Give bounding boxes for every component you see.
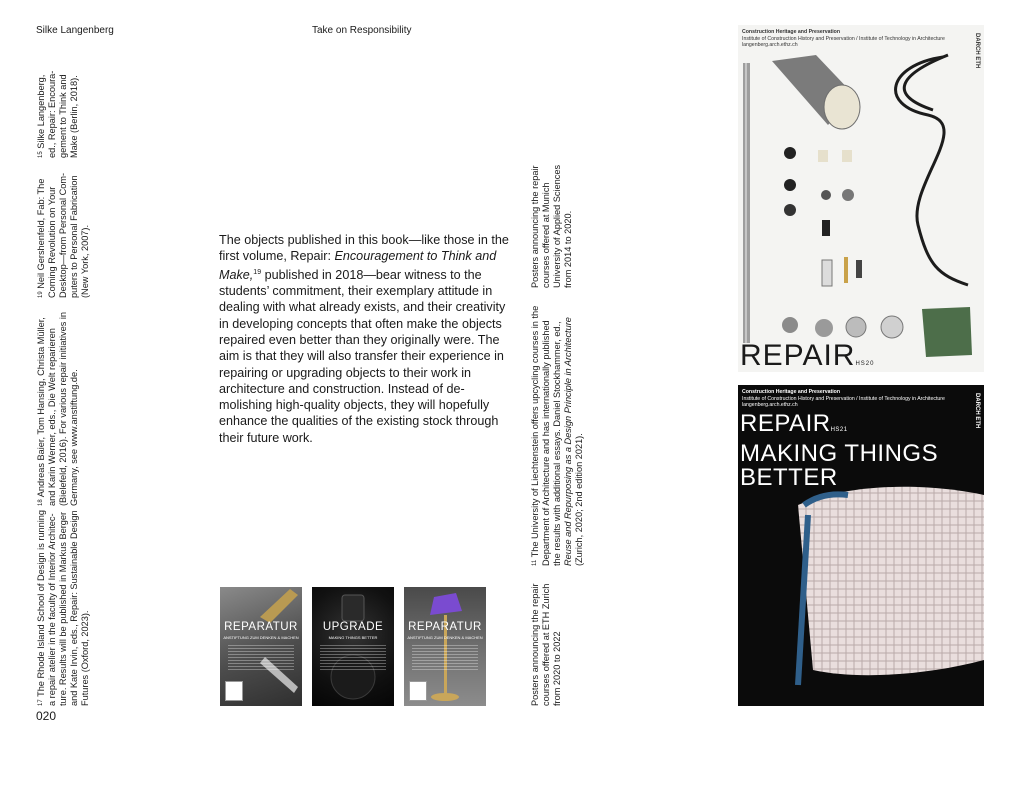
- caption-munich: [530, 165, 574, 288]
- footnote-line: (Zurich, 2020; 2nd edition 2021).: [574, 433, 584, 566]
- footnote-line: ture. Results will be published in Markus Berger: [58, 511, 68, 706]
- poster-logo: DARCH ETH: [974, 33, 980, 69]
- footnote-number: 18: [38, 499, 44, 506]
- footnote-line: Silke Langenberg,: [36, 74, 46, 149]
- footnote-line: puters to Personal Fabrication: [69, 175, 79, 298]
- small-poster-title: REPARATUR: [408, 621, 482, 633]
- small-poster-reparatur-2: [404, 587, 486, 706]
- small-poster-title: REPARATUR: [224, 621, 298, 633]
- poster-repair-hs21: [738, 385, 984, 706]
- footnote-11: [530, 306, 585, 566]
- poster-title: [740, 341, 874, 379]
- poster-semester: HS21: [830, 427, 848, 433]
- footnote-number: 11: [532, 559, 538, 566]
- caption-line: courses offered at ETH Zurich: [541, 583, 551, 706]
- woven-chair-photo: [738, 385, 984, 706]
- footnote-line: Andreas Baier, Tom Hansing, Christa Müller,: [36, 317, 46, 498]
- poster-email: langenberg.arch.ethz.ch: [742, 402, 798, 408]
- caption-line: Posters announcing the repair: [530, 583, 540, 706]
- footnote-line: Department of Architecture and has internationally published: [541, 320, 551, 566]
- caption-line: Posters announcing the repair: [530, 165, 540, 288]
- footnote-number: 17: [38, 699, 44, 706]
- caption-line: University of Applied Sciences: [552, 164, 562, 288]
- disassembled-lamp-parts: [738, 25, 984, 372]
- page-number: 020: [36, 709, 57, 723]
- poster-title-line2: MAKING THINGS: [740, 440, 939, 467]
- caption-line: from 2014 to 2020.: [563, 210, 573, 288]
- footnote-line: and Karin Werner, eds., Die Welt reparieren: [47, 328, 57, 506]
- footnote-ref: 19: [253, 268, 262, 276]
- body-paragraph: [219, 232, 509, 446]
- poster-repair-hs20: [738, 25, 984, 372]
- footnote-line: Neil Gershenfeld, Fab: The: [36, 178, 46, 289]
- caption-line: courses offered at Munich: [541, 182, 551, 288]
- footnote-19: [36, 173, 91, 298]
- small-poster-text-block: [412, 645, 478, 671]
- footnote-line: The Rhode Island School of Design is running: [36, 509, 46, 697]
- footnote-number: 19: [38, 291, 44, 298]
- small-poster-card: [225, 681, 243, 701]
- small-poster-subtitle: ANSTIFTUNG ZUM DENKEN & MACHEN: [223, 635, 299, 640]
- small-poster-reparatur-1: [220, 587, 302, 706]
- footnote-line: gement to Think and: [58, 74, 68, 158]
- footnote-line: ed., Repair: Encoura-: [47, 70, 57, 158]
- small-poster-upgrade: [312, 587, 394, 706]
- poster-semester: HS20: [855, 361, 875, 367]
- caption-line: from 2020 to 2022: [552, 631, 562, 706]
- small-poster-title: UPGRADE: [322, 621, 384, 633]
- footnote-line: Reuse and Repurposing as a Design Principle in Architecture: [563, 317, 573, 566]
- footnote-line: (Bielefeld, 2016). For various repair initiatives in: [58, 311, 68, 506]
- footnote-line: Futures (Oxford, 2023).: [80, 610, 90, 706]
- poster-title-line3: BETTER: [740, 464, 838, 491]
- running-header-author: Silke Langenberg: [36, 25, 114, 36]
- footnote-line: and Kate Irvin, eds., Repair: Sustainable Design: [69, 510, 79, 706]
- body-text-part1: The objects published in this book—like those in the first volume, Repair:: [219, 233, 509, 264]
- footnote-line: Germany, see www.anstiftung.de.: [69, 369, 79, 506]
- poster-logo: DARCH ETH: [974, 393, 980, 429]
- poster-institution: Construction Heritage and Preservation: [742, 389, 841, 395]
- footnote-number: 15: [38, 151, 44, 158]
- footnote-15: [36, 71, 80, 158]
- footnote-line: Make (Berlin, 2018).: [69, 75, 79, 158]
- poster-email: langenberg.arch.ethz.ch: [742, 42, 798, 48]
- small-poster-subtitle: ANSTIFTUNG ZUM DENKEN & MACHEN: [407, 635, 483, 640]
- small-poster-subtitle: MAKING THINGS BETTER: [328, 635, 378, 640]
- caption-zurich: [530, 583, 563, 706]
- footnote-line: the results with additional essays. Daniel Stockhammer, ed.,: [552, 321, 562, 566]
- poster-subtitle: Institute of Construction History and Preservation / Institute of Technology in Architecture: [742, 395, 945, 402]
- poster-subtitle: Institute of Construction History and Preservation / Institute of Technology in Architecture: [742, 35, 945, 42]
- poster-institution: Construction Heritage and Preservation: [742, 29, 841, 35]
- poster-title-text: REPAIR: [740, 410, 831, 437]
- footnote-18: [36, 312, 80, 506]
- footnote-line: The University of Liechtenstein offers upcycling courses in the: [530, 305, 540, 558]
- book-title: Encouragement to Think and Make,: [219, 249, 497, 282]
- footnote-line: Coming Revolution on Your: [47, 186, 57, 298]
- footnote-line: (New York, 2007).: [80, 224, 90, 298]
- poster-title-text: REPAIR: [740, 339, 856, 372]
- footnote-17: [36, 510, 91, 706]
- small-poster-text-block: [228, 645, 294, 671]
- footnote-line: Desktop—from Personal Com-: [58, 172, 68, 298]
- small-poster-card: [409, 681, 427, 701]
- body-text-part2: published in 2018—bear witness to the students’ commitment, their exemplary attitude in dealing with what already exists, and their creativity in developing concepts that often make the objects repaired even better than they originally were. The aim is that they will also transfer their experience in repairing or upgrading objects to their work in architecture and construction. Instead of demolishing high-quality objects, they will hopefully enhance the qualities of the existing stock through their future work.: [219, 267, 506, 445]
- small-poster-text-block: [320, 645, 386, 671]
- running-header-title: Take on Responsibility: [312, 25, 412, 36]
- footnote-line: a repair atelier in the faculty of Interior Architec-: [47, 513, 57, 706]
